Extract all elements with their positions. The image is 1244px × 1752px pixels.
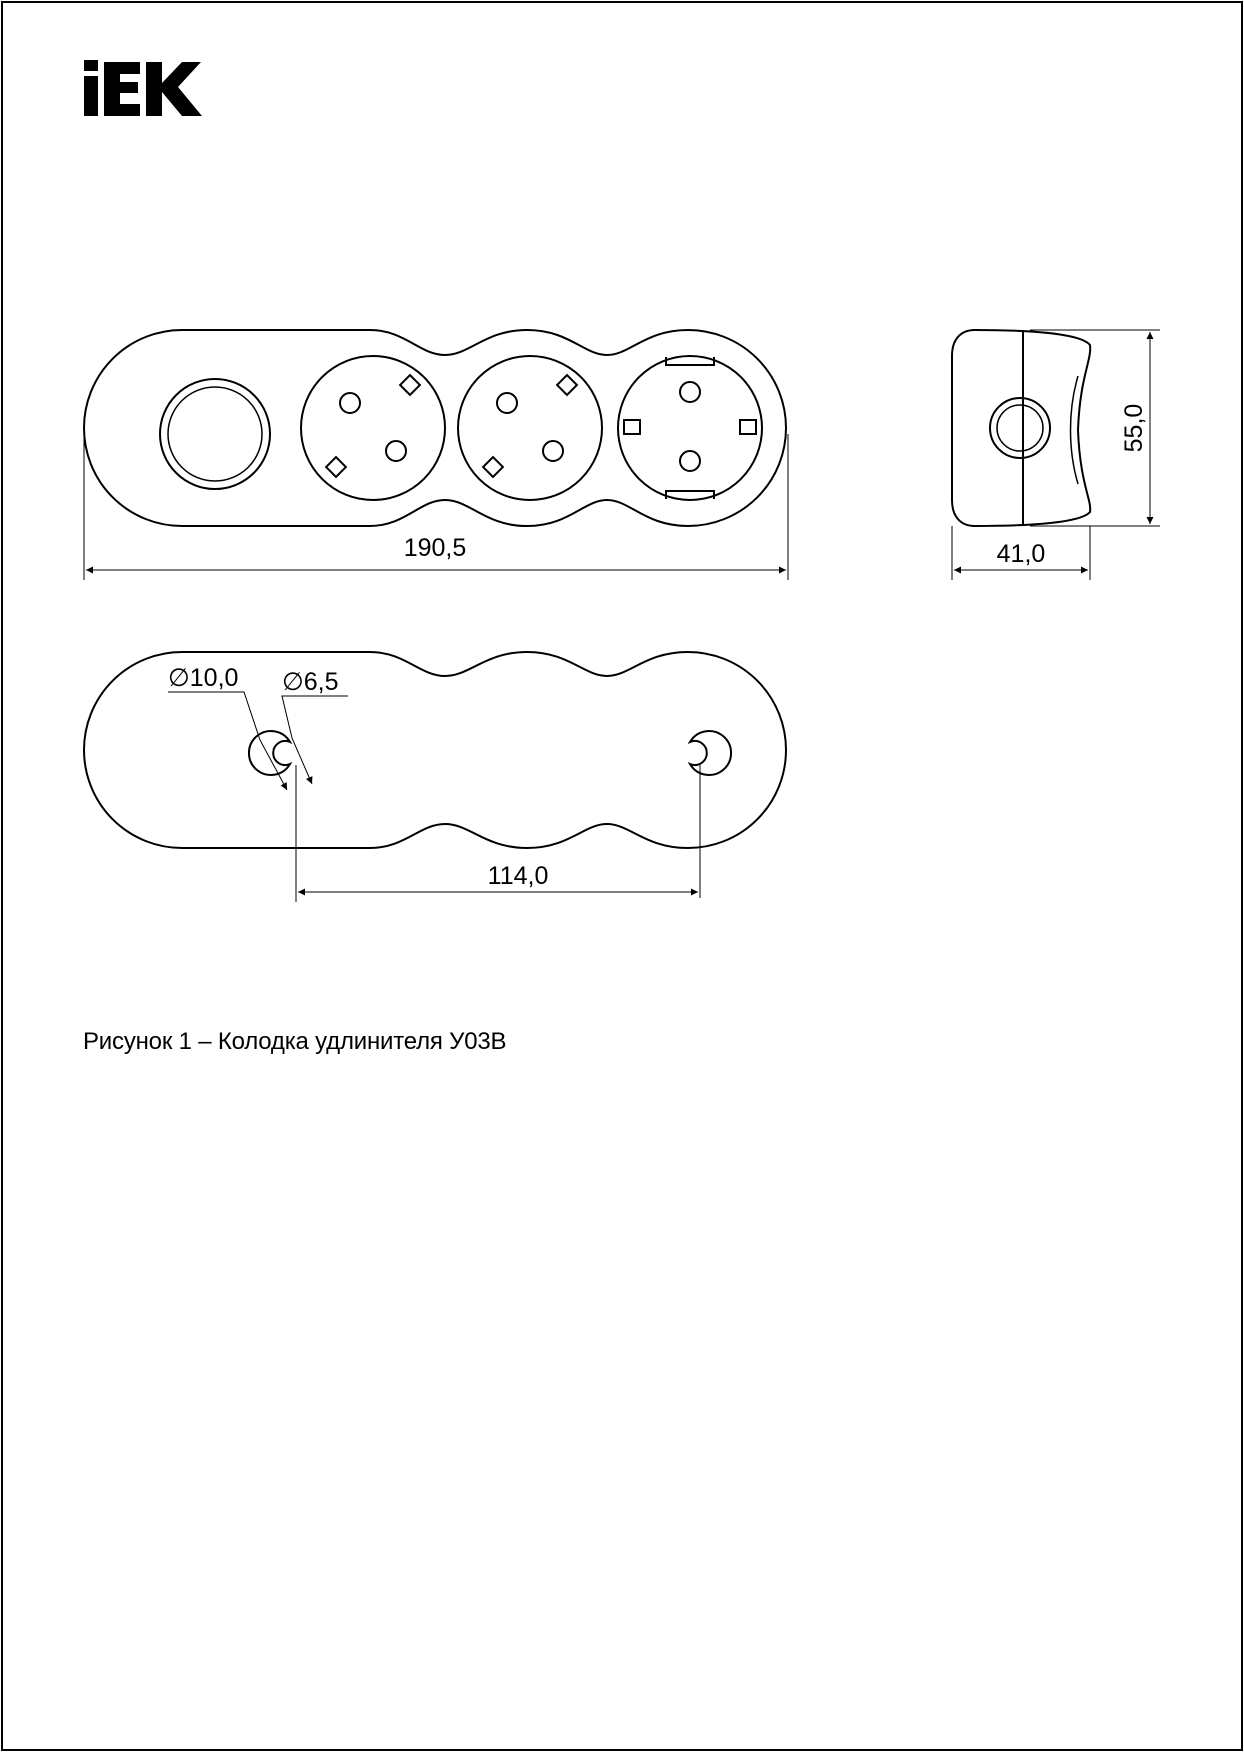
socket-3	[618, 356, 762, 500]
page-frame	[2, 2, 1242, 1750]
socket-2	[458, 356, 602, 500]
dimension-hole-large-diameter: ∅10,0	[168, 664, 239, 692]
cable-entry-outer	[990, 398, 1050, 458]
front-body-outline	[84, 330, 786, 526]
dimension-hole-small-diameter: ∅6,5	[282, 668, 339, 696]
mounting-hole-2	[690, 731, 731, 775]
dimension-hole-spacing: 114,0	[487, 862, 549, 890]
dimension-overall-length: 190,5	[403, 534, 467, 562]
power-switch-inner	[168, 387, 262, 481]
figure-caption: Рисунок 1 – Колодка удлинителя У03В	[83, 1028, 507, 1055]
dimension-width: 41,0	[996, 540, 1046, 568]
cable-entry-inner	[997, 405, 1043, 451]
side-view	[952, 330, 1160, 580]
side-body-outline	[952, 330, 1090, 526]
iek-logo	[84, 60, 202, 116]
socket-1	[301, 356, 445, 500]
power-switch-outer	[160, 379, 270, 489]
mounting-hole-1	[249, 731, 290, 775]
dimension-height: 55,0	[1120, 403, 1148, 453]
